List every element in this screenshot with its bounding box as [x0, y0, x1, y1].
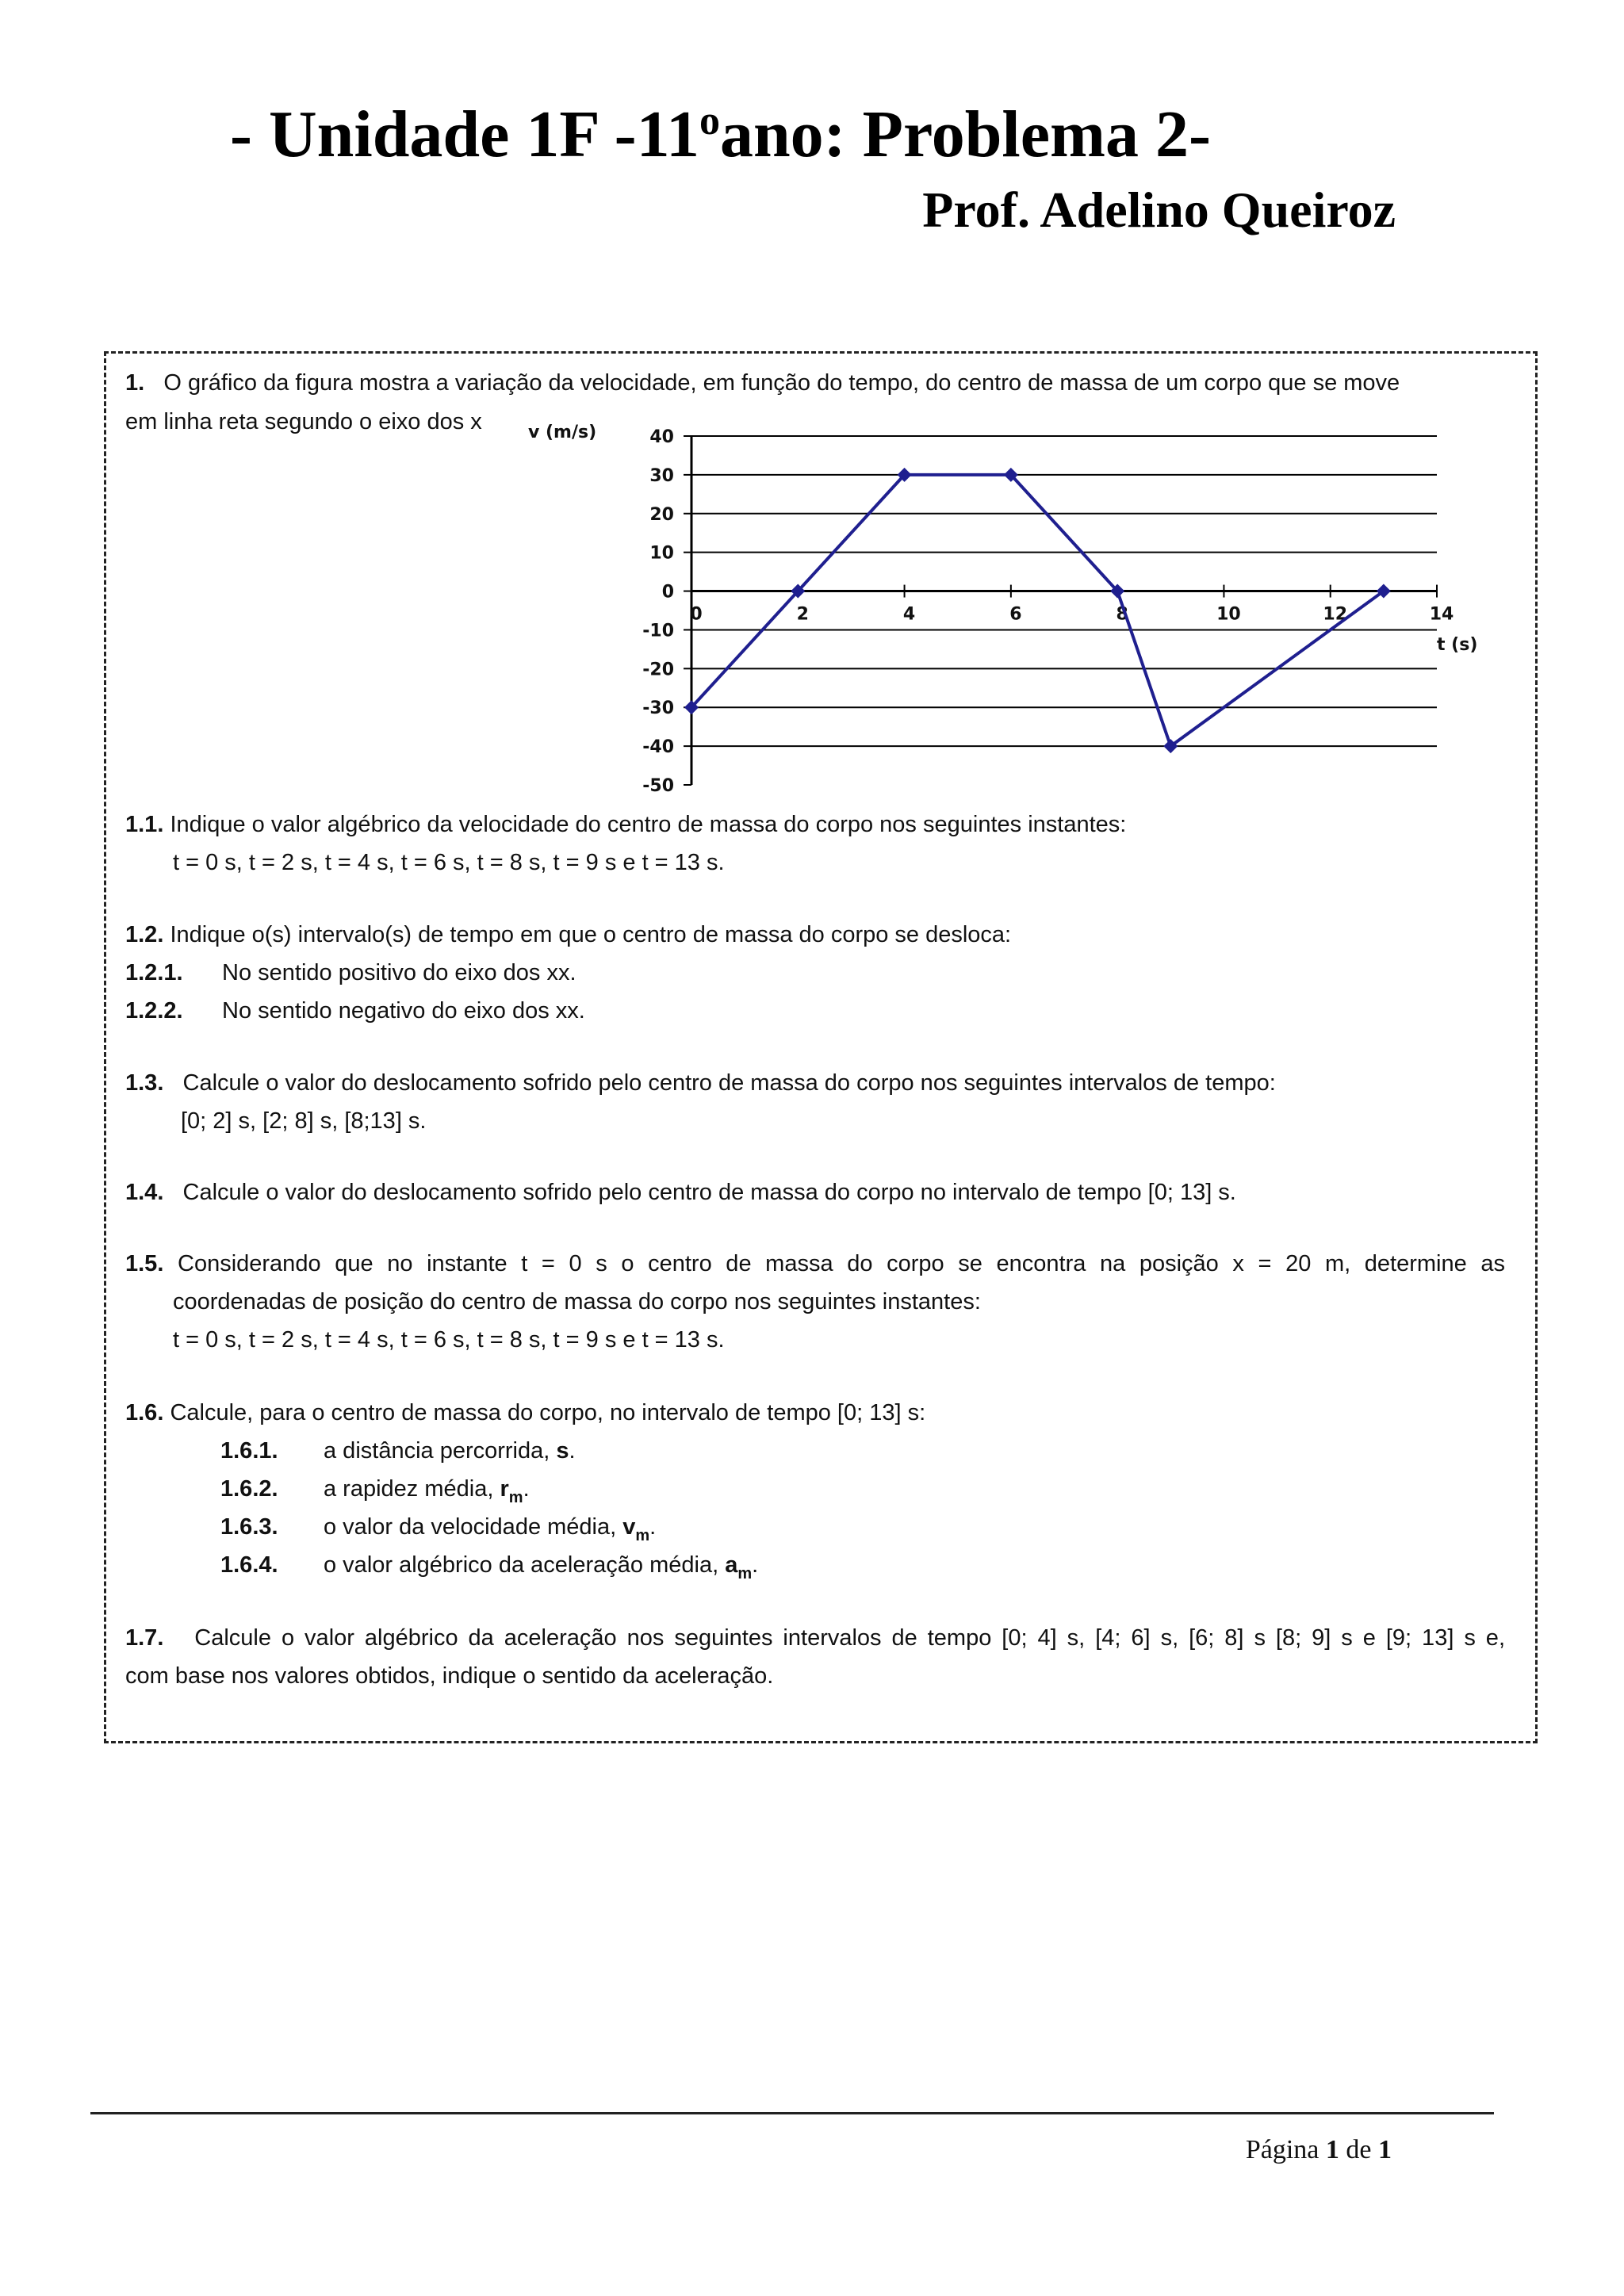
q1-2-2-number: 1.2.2. — [125, 998, 183, 1024]
title-part-2: ano: Problema 2- — [719, 98, 1211, 171]
y-tick-label: -40 — [642, 737, 674, 758]
author-name: Prof. Adelino Queiroz — [922, 182, 1396, 238]
x-tick-label: 6 — [1009, 604, 1022, 625]
q1-7-text-line-2: com base nos valores obtidos, indique o sentido da aceleração. — [125, 1663, 774, 1689]
velocity-time-chart — [508, 412, 1491, 801]
q1-6-3-text: o valor da velocidade média, $v_m$. — [324, 1514, 657, 1544]
page-number — [1110, 2133, 1392, 2168]
q1-1-times: t = 0 s, t = 2 s, t = 4 s, t = 6 s, t = 8 s, t = 9 s e t = 13 s. — [173, 850, 725, 875]
series-points — [684, 468, 1391, 753]
q1-5-line — [125, 1245, 1505, 1283]
page-total: 1 — [1378, 2135, 1392, 2164]
page-of-word: de — [1346, 2135, 1372, 2164]
x-tick-labels — [690, 605, 1454, 625]
x-tick-label: 14 — [1429, 604, 1454, 625]
q1-4-text: Calcule o valor do deslocamento sofrido pelo centro de massa do corpo no intervalo de tempo [0; 13] s. — [182, 1180, 1236, 1205]
x-tick-label: 4 — [902, 604, 916, 625]
title-part-1: - Unidade 1F -11 — [230, 98, 699, 171]
q1-2-1-number: 1.2.1. — [125, 960, 183, 985]
q1-6-line — [125, 1394, 925, 1432]
q1-6-4-text: o valor algébrico da aceleração média, $a_m$. — [324, 1552, 759, 1582]
q1-5-text-line-1: Considerando que no instante t = 0 s o centro de massa do corpo se encontra na posição x = 20 m, determine as — [178, 1251, 1505, 1276]
q1-text-line-1: O gráfico da figura mostra a variação da velocidade, em função do tempo, do centro de massa de um corpo que se move — [163, 370, 1400, 396]
x-tick-label: 8 — [1116, 604, 1128, 625]
q1-6-number: 1.6. — [125, 1400, 164, 1425]
q1-6-1-number: 1.6.1. — [220, 1438, 278, 1464]
q1-2-1-text: No sentido positivo do eixo dos xx. — [222, 960, 576, 985]
y-tick-label: 40 — [649, 427, 674, 447]
series-lines — [691, 475, 1384, 746]
page-current: 1 — [1325, 2135, 1339, 2164]
y-tick-label: 30 — [649, 465, 674, 486]
q1-6-3-number: 1.6.3. — [220, 1514, 278, 1540]
series-segment — [798, 475, 904, 591]
y-tick-label: -50 — [642, 776, 674, 796]
y-tick-label: -10 — [642, 621, 674, 641]
q1-line-1 — [125, 364, 1400, 402]
q1-3-number: 1.3. — [125, 1070, 164, 1096]
x-axis-label: t (s) — [1437, 635, 1478, 655]
series-segment — [1011, 475, 1117, 591]
page-word: Página — [1245, 2135, 1320, 2164]
q1-1-text: Indique o valor algébrico da velocidade do centro de massa do corpo nos seguintes instantes: — [170, 812, 1127, 837]
q1-3-text: Calcule o valor do deslocamento sofrido pelo centro de massa do corpo nos seguintes intervalos de tempo: — [182, 1070, 1276, 1096]
q1-2-2-text: No sentido negativo do eixo dos xx. — [222, 998, 585, 1024]
q1-5-times: t = 0 s, t = 2 s, t = 4 s, t = 6 s, t = 8 s, t = 9 s e t = 13 s. — [173, 1327, 725, 1353]
title-superscript: o — [699, 98, 720, 144]
q1-6-2-number: 1.6.2. — [220, 1476, 278, 1502]
q1-2-number: 1.2. — [125, 922, 164, 947]
x-tick-label: 12 — [1323, 604, 1348, 625]
x-tick-label: 10 — [1216, 604, 1241, 625]
q1-7-text-line-1: Calcule o valor algébrico da aceleração nos seguintes intervalos de tempo [0; 4] s, [4; 6] s, [6; 8] s [8; 9] s e [9; 13] s e, — [194, 1625, 1505, 1651]
q1-7-number: 1.7. — [125, 1625, 164, 1651]
q1-3-intervals: [0; 2] s, [2; 8] s, [8;13] s. — [181, 1108, 427, 1134]
q1-5-number: 1.5. — [125, 1251, 164, 1276]
q1-2-2-line — [125, 992, 183, 1030]
q1-5-text-line-2: coordenadas de posição do centro de massa do corpo nos seguintes instantes: — [173, 1289, 981, 1314]
q1-4-number: 1.4. — [125, 1180, 164, 1205]
page-title — [230, 95, 1578, 174]
q1-6-text: Calcule, para o centro de massa do corpo, no intervalo de tempo [0; 13] s: — [170, 1400, 926, 1425]
q1-7-line — [125, 1619, 1505, 1657]
q1-3-line — [125, 1064, 1276, 1102]
y-tick-label: 20 — [649, 504, 674, 525]
q1-number: 1. — [125, 370, 145, 396]
y-tick-label: 0 — [661, 582, 674, 603]
q1-6-1-text: a distância percorrida, s. — [324, 1438, 576, 1464]
series-segment — [691, 591, 798, 708]
q1-2-text: Indique o(s) intervalo(s) de tempo em que o centro de massa do corpo se desloca: — [170, 922, 1012, 947]
y-tick-label: -20 — [642, 660, 674, 680]
y-tick-label: 10 — [649, 543, 674, 564]
q1-6-2-text: a rapidez média, $r_m$. — [324, 1476, 530, 1506]
q1-6-4-number: 1.6.4. — [220, 1552, 278, 1578]
q1-1-line — [125, 806, 1126, 844]
q1-line-2: em linha reta segundo o eixo dos x — [125, 409, 482, 434]
y-axis-label: v (m/s) — [528, 423, 597, 442]
q1-4-line — [125, 1173, 1236, 1211]
q1-2-1-line — [125, 954, 183, 992]
x-tick-label: 0 — [690, 604, 703, 625]
footer-divider — [90, 2112, 1494, 2114]
q1-2-line — [125, 916, 1011, 954]
q1-1-number: 1.1. — [125, 812, 164, 837]
x-tick-label: 2 — [796, 604, 809, 625]
y-tick-labels — [642, 427, 674, 796]
y-tick-label: -30 — [642, 698, 674, 719]
